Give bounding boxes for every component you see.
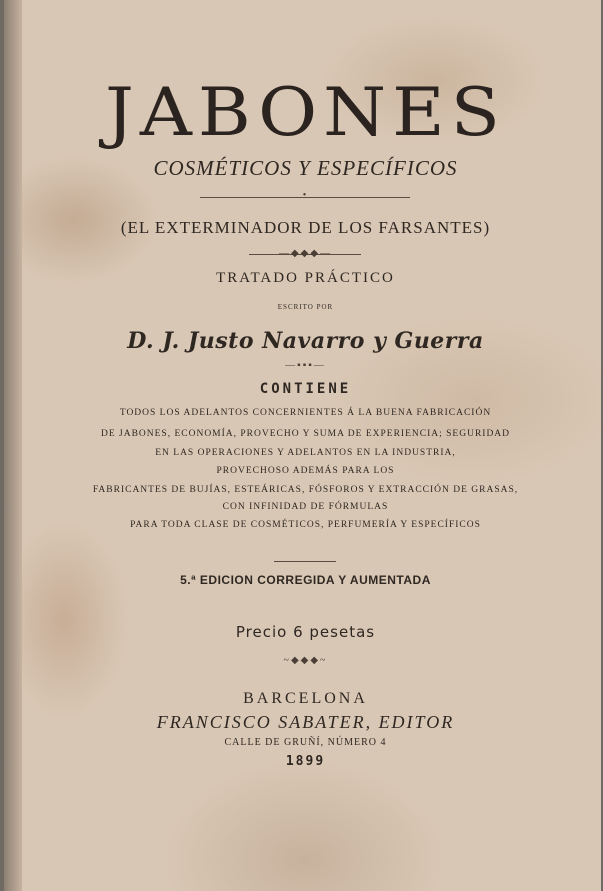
treatise-label: TRATADO PRÁCTICO: [216, 270, 395, 286]
contents-line: DE JABONES, ECONOMÍA, PROVECHO Y SUMA DE EXPERIENCIA; SEGURIDAD: [100, 429, 511, 439]
book-subtitle: COSMÉTICOS Y ESPECÍFICOS: [153, 156, 458, 180]
ornament-diamonds: —◆◆◆—: [278, 248, 333, 259]
written-by-label: ESCRITO POR: [277, 303, 334, 311]
contents-line: CON INFINIDAD DE FÓRMULAS: [222, 502, 389, 512]
publisher-address: CALLE DE GRUÑÍ, NÚMERO 4: [224, 737, 387, 748]
contents-line: EN LAS OPERACIONES Y ADELANTOS EN LA INDUSTRIA,: [155, 448, 456, 458]
publication-city: BARCELONA: [243, 690, 368, 707]
publication-year: 1899: [285, 754, 326, 769]
contents-heading: CONTIENE: [259, 381, 352, 397]
contents-line: PROVECHOSO ADEMÁS PARA LOS: [216, 466, 395, 476]
contents-line: TODOS LOS ADELANTOS CONCERNIENTES Á LA BUENA FABRICACIÓN: [119, 408, 492, 418]
ornament-flourish: ~◆◆◆~: [283, 655, 328, 666]
book-title: JABONES: [104, 73, 506, 151]
ornament-blocks: —▪▪▪—: [285, 360, 326, 371]
publisher-name: FRANCISCO SABATER, EDITOR: [156, 712, 455, 732]
ornament-dot: •: [302, 190, 309, 201]
book-cover: [4, 0, 601, 891]
contents-line: FABRICANTES DE BUJÍAS, ESTEÁRICAS, FÓSFOROS Y EXTRACCIÓN DE GRASAS,: [92, 485, 519, 495]
edition-note: 5.ª EDICION CORREGIDA Y AUMENTADA: [180, 573, 431, 587]
parenthetical-subtitle: (EL EXTERMINADOR DE LOS FARSANTES): [120, 218, 491, 237]
divider-rule: [274, 561, 336, 562]
author-name: D. J. Justo Navarro y Guerra: [127, 328, 484, 354]
price-label: Precio 6 pesetas: [235, 623, 376, 641]
contents-line: PARA TODA CLASE DE COSMÉTICOS, PERFUMERÍA Y ESPECÍFICOS: [130, 520, 481, 530]
